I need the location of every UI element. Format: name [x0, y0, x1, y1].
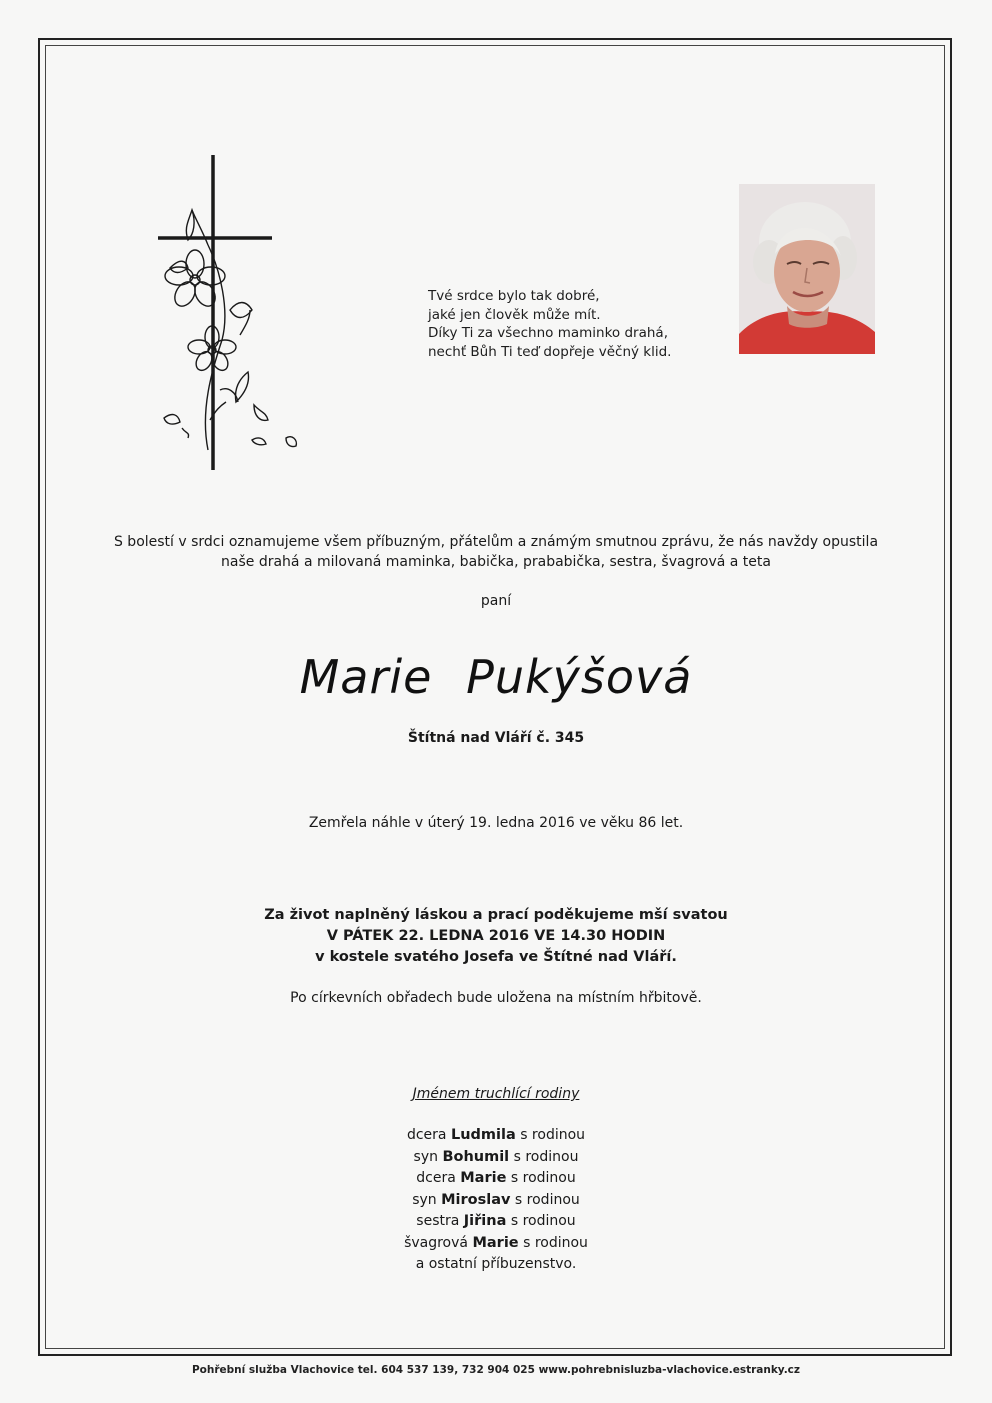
verse-line: Díky Ti za všechno maminko drahá,	[428, 325, 668, 341]
family-closing: a ostatní příbuzenstvo.	[415, 1256, 577, 1272]
salutation: paní	[480, 593, 512, 609]
relation: syn	[413, 1148, 438, 1165]
member-suffix: s rodinou	[520, 1127, 586, 1143]
member-name: Ludmila	[450, 1127, 516, 1143]
family-member	[46, 1168, 946, 1190]
member-suffix: s rodinou	[510, 1170, 576, 1186]
death-notice: Zemřela náhle v úterý 19. ledna 2016 ve věku 86 let.	[308, 815, 684, 831]
family-member	[46, 1233, 946, 1255]
member-suffix: s rodinou	[513, 1148, 579, 1165]
memorial-verse	[428, 287, 728, 361]
relation: syn	[412, 1191, 437, 1208]
announcement-line: naše drahá a milovaná maminka, babička, prababička, sestra, švagrová a teta	[221, 554, 771, 570]
verse-line: nechť Bůh Ti teď dopřeje věčný klid.	[428, 343, 672, 360]
announcement-line: S bolestí v srdci oznamujeme všem příbuzným, přátelům a známým smutnou zprávu, že nás navždy opustila	[113, 534, 879, 550]
member-name: Marie	[472, 1234, 519, 1251]
portrait-photo	[739, 184, 875, 354]
family-member	[46, 1211, 946, 1233]
announcement-text	[46, 532, 946, 572]
funeral-date: V PÁTEK 22. LEDNA 2016 VE 14.30 HODIN	[326, 928, 666, 944]
family-title: Jménem truchlící rodiny	[412, 1086, 580, 1102]
member-suffix: s rodinou	[523, 1234, 588, 1251]
funeral-details	[46, 905, 946, 968]
member-suffix: s rodinou	[510, 1213, 576, 1229]
relation: dcera	[406, 1127, 447, 1143]
funeral-service-footer: Pohřební služba Vlachovice tel. 604 537 139, 732 904 025 www.pohrebnisluzba-vlachovice.estranky.cz	[191, 1364, 801, 1376]
family-member	[46, 1125, 946, 1147]
relation: dcera	[416, 1170, 456, 1186]
deceased-name: Marie Pukýšová	[299, 650, 693, 704]
funeral-line: Za život naplněný láskou a prací poděkujeme mší svatou	[264, 907, 728, 923]
verse-line: Tvé srdce bylo tak dobré,	[428, 288, 600, 304]
portrait-illustration	[739, 184, 875, 354]
family-member	[46, 1190, 946, 1212]
funeral-place: v kostele svatého Josefa ve Štítné nad Vláří.	[315, 949, 677, 965]
member-name: Bohumil	[442, 1148, 510, 1165]
burial-note: Po církevních obřadech bude uložena na místním hřbitově.	[290, 990, 702, 1006]
member-suffix: s rodinou	[514, 1191, 580, 1208]
relation: švagrová	[404, 1234, 468, 1251]
member-name: Jiřina	[463, 1213, 507, 1229]
verse-line: jaké jen člověk může mít.	[428, 306, 601, 323]
deceased-address: Štítná nad Vláří č. 345	[407, 730, 585, 746]
cross-with-flowers-icon	[150, 150, 330, 480]
family-member	[46, 1147, 946, 1169]
member-name: Marie	[460, 1170, 507, 1186]
member-name: Miroslav	[441, 1191, 511, 1208]
family-list	[46, 1125, 946, 1276]
relation: sestra	[416, 1213, 460, 1229]
